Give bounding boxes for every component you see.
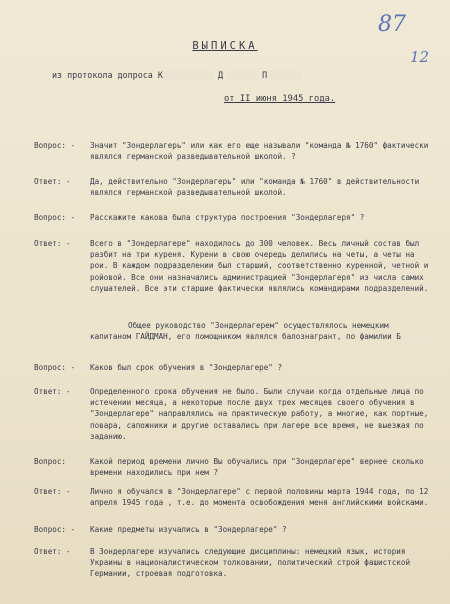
entry-tag: Ответ: - bbox=[34, 177, 71, 186]
answer-5 bbox=[34, 546, 434, 580]
entry-tag: Вопрос: - bbox=[34, 141, 76, 150]
entry-text: Общее руководство "Зондерлагерем" осуществлялось немецким капитаном ГАЙДМАН, его помощником являлся балознагрант, по фамилии Б bbox=[90, 320, 434, 342]
question-5 bbox=[34, 524, 434, 535]
handwritten-page-number: 12 bbox=[410, 48, 430, 66]
redaction bbox=[163, 71, 213, 80]
entry-text: Расскажите какова была структура построения "Зондерлагеря" ? bbox=[90, 213, 365, 222]
entry-tag: Ответ: - bbox=[34, 487, 71, 496]
initial-p: П bbox=[262, 70, 268, 80]
entry-text: Каков был срок обучения в "Зондерлагере" ? bbox=[90, 363, 283, 372]
entry-tag: Вопрос: - bbox=[34, 525, 76, 534]
handwritten-number: 87 bbox=[378, 12, 406, 37]
entry-text: Значит "Зондерлагерь" или как его еще называли "команда № 1760" фактически являлся германской разведывательной школой. ? bbox=[90, 141, 429, 162]
protocol-line bbox=[52, 70, 301, 80]
entry-text: В Зондерлагере изучались следующие дисциплины: немецкий язык, история Украины в националистическом толковании, политический строй фашистской Германии, строевая подготовка. bbox=[90, 547, 411, 579]
redaction bbox=[227, 71, 257, 80]
entry-tag: Вопрос: - bbox=[34, 363, 76, 372]
document-title: ВЫПИСКА bbox=[192, 40, 258, 52]
answer-4 bbox=[34, 486, 434, 508]
initial-k: К bbox=[157, 70, 163, 80]
answer-2 bbox=[34, 238, 434, 294]
question-1 bbox=[34, 140, 434, 162]
entry-text: Какие предметы изучались в "Зондерлагере" ? bbox=[90, 525, 287, 534]
entry-text: Да, действительно "Зондерлагерь" или "команда № 1760" в действительности являлся германской разведывательной школой. bbox=[90, 177, 420, 198]
answer-1 bbox=[34, 176, 434, 198]
entry-tag: Ответ: - bbox=[34, 547, 71, 556]
entry-tag: Вопрос: - bbox=[34, 213, 76, 222]
entry-tag: Вопрос: bbox=[34, 457, 67, 466]
initial-d: Д bbox=[217, 70, 224, 80]
protocol-date: от II июня 1945 года. bbox=[224, 94, 336, 104]
answer-2-continued bbox=[34, 320, 434, 342]
entry-tag: Ответ: - bbox=[34, 387, 71, 396]
question-3 bbox=[34, 362, 434, 373]
redaction bbox=[401, 333, 427, 341]
question-4 bbox=[34, 456, 434, 478]
question-2 bbox=[34, 212, 434, 223]
answer-3 bbox=[34, 386, 434, 442]
entry-text: Определенного срока обучения не было. Были случаи когда отдельные лица по истечении месяца, а некоторые после двух трех месяцев своего обучения в "Зондерлагере" направлялись на практическую работу, а многие, как портные, повара, сапожники и другие оставались при лагере все время, не выезжая по заданию. bbox=[90, 387, 429, 441]
entry-text: Всего в "Зондерлагере" находилось до 300 человек. Весь личный состав был разбит на три куреня. Курени в свою очередь делились на четы, а четы на рои. В каждом подразделении был старший, соответственно куренной, четной и ройовой. Все они назначались администрацией "Зондерлагеря" из числа самих слушателей. Все эти старшие фактически являлись командирами подразделений. bbox=[90, 239, 429, 293]
protocol-prefix: из протокола допроса bbox=[52, 70, 153, 80]
entry-text: Лично я обучался в "Зондерлагере" с первой половины марта 1944 года, по 12 апреля 1945 года , т.е. до момента освобождения меня английскими войсками. bbox=[90, 487, 429, 508]
redaction bbox=[271, 71, 301, 80]
entry-text: Какой период времени лично Вы обучались при "Зондерлагере" вернее сколько времени находились при нем ? bbox=[90, 457, 424, 478]
entry-tag: Ответ: - bbox=[34, 239, 71, 248]
